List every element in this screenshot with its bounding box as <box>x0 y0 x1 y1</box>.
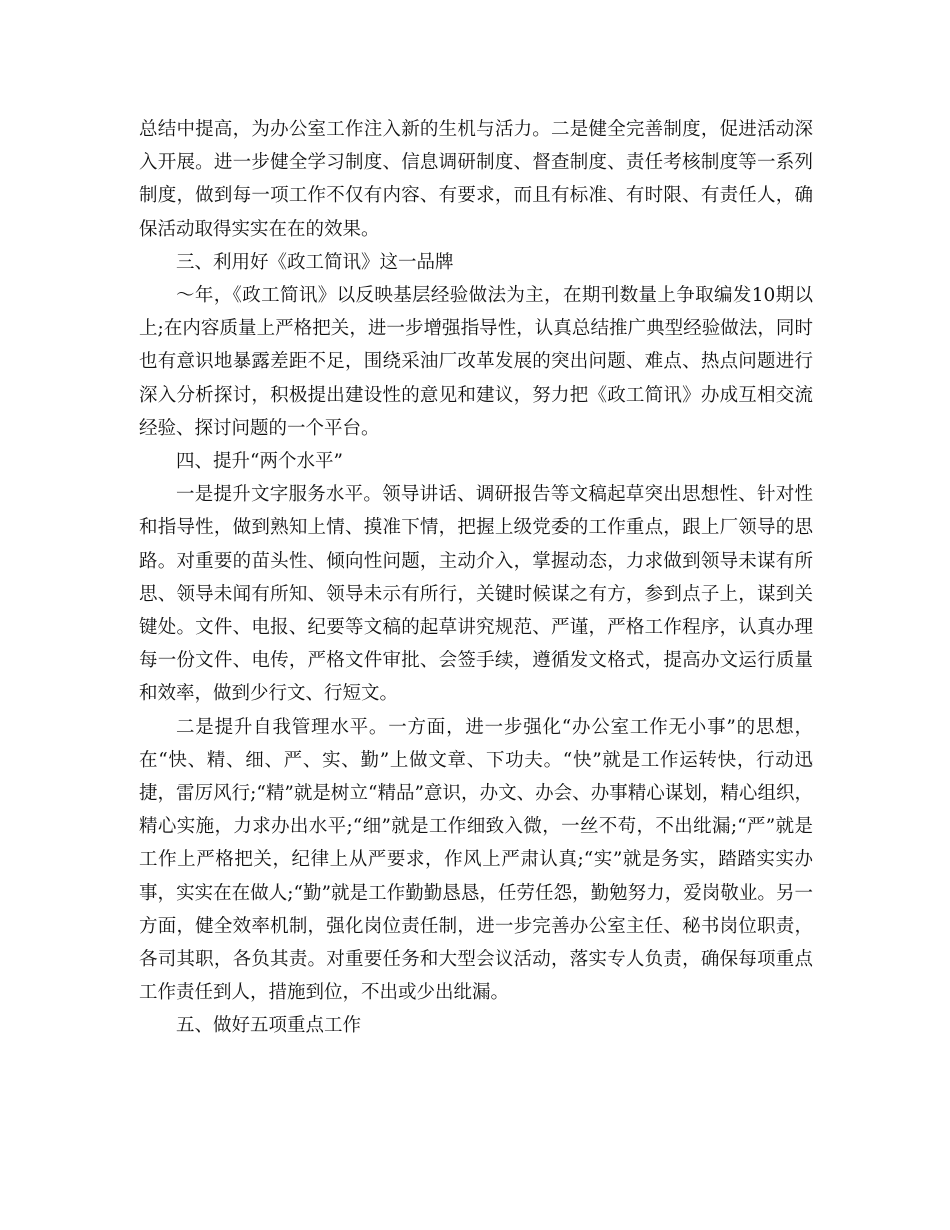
body-paragraph-continuation: 总结中提高，为办公室工作注入新的生机与活力。二是健全完善制度，促进活动深入开展。进一步健全学习制度、信息调研制度、督查制度、责任考核制度等一系列制度，做到每一项工作不仅有内容、有要求，而且有标准、有时限、有责任人，确保活动取得实实在在的效果。 <box>139 119 813 240</box>
section-heading-3: 三、利用好《政工简讯》这一品牌 <box>176 251 454 273</box>
document-page <box>139 113 813 1043</box>
body-paragraph: ～年，《政工简讯》以反映基层经验做法为主，在期刊数量上争取编发10期以上;在内容质量上严格把关，进一步增强指导性，认真总结推广典型经验做法，同时也有意识地暴露差距不足，围绕采油厂改革发展的突出问题、难点、热点问题进行深入分析探讨，积极提出建设性的意见和建议，努力把《政工简讯》办成互相交流经验、探讨问题的一个平台。 <box>139 285 813 439</box>
body-paragraph: 二是提升自我管理水平。一方面，进一步强化“办公室工作无小事”的思想，在“快、精、细、严、实、勤”上做文章、下功夫。“快”就是工作运转快，行动迅捷，雷厉风行;“精”就是树立“精品”意识，办文、办会、办事精心谋划，精心组织，精心实施，力求办出水平;“细”就是工作细致入微，一丝不苟，不出纰漏;“严”就是工作上严格把关，纪律上从严要求，作风上严肃认真;“实”就是务实，踏踏实实办事，实实在在做人;“勤”就是工作勤勤恳恳，任劳任怨，勤勉努力，爱岗敬业。另一方面，健全效率机制，强化岗位责任制，进一步完善办公室主任、秘书岗位职责，各司其职，各负其责。对重要任务和大型会议活动，落实专人负责，确保每项重点工作责任到人，措施到位，不出或少出纰漏。 <box>139 716 813 1004</box>
section-heading-4: 四、提升“两个水平” <box>176 451 343 473</box>
body-paragraph: 一是提升文字服务水平。领导讲话、调研报告等文稿起草突出思想性、针对性和指导性，做到熟知上情、摸准下情，把握上级党委的工作重点，跟上厂领导的思路。对重要的苗头性、倾向性问题，主动介入，掌握动态，力求做到领导未谋有所思、领导未闻有所知、领导未示有所行，关键时候谋之有方，参到点子上，谋到关键处。文件、电报、纪要等文稿的起草讲究规范、严谨，严格工作程序，认真办理每一份文件、电传，严格文件审批、会签手续，遵循发文格式，提高办文运行质量和效率，做到少行文、行短文。 <box>139 484 813 705</box>
section-heading-5: 五、做好五项重点工作 <box>176 1015 362 1037</box>
